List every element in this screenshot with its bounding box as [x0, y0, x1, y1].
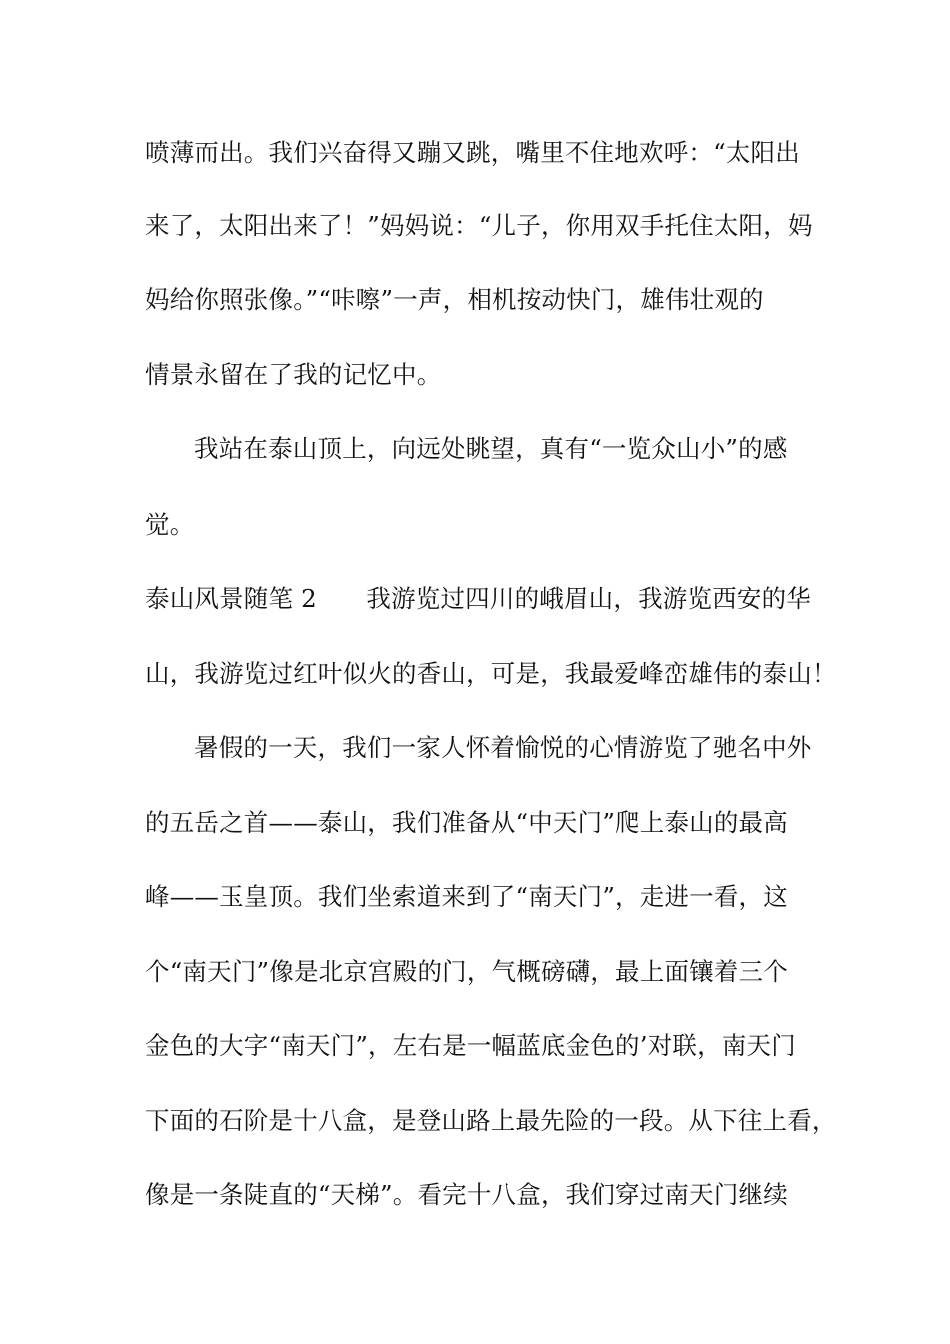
- text-line: 峰——玉皇顶。我们坐索道来到了“南天门”，走进一看，这: [145, 882, 788, 911]
- section-heading-line: 泰山风景随笔 2 我游览过四川的峨眉山，我游览西安的华: [145, 584, 811, 613]
- text-line: 像是一条陡直的“天梯”。看完十八盒，我们穿过南天门继续: [145, 1180, 788, 1209]
- text-line: 来了，太阳出来了！”妈妈说：“儿子，你用双手托住太阳，妈: [145, 211, 813, 240]
- paragraph-first-line: 我站在泰山顶上，向远处眺望，真有“一览众山小”的感: [194, 434, 788, 463]
- text-line: 的五岳之首——泰山，我们准备从“中天门”爬上泰山的最高: [145, 808, 788, 837]
- text-line: 妈给你照张像。”“咔嚓”一声，相机按动快门，雄伟壮观的: [145, 285, 764, 314]
- text-line: 金色的大字“南天门”，左右是一幅蓝底金色的’对联，南天门: [145, 1031, 796, 1060]
- text-line: 下面的石阶是十八盒，是登山路上最先险的一段。从下往上看，: [145, 1106, 837, 1135]
- text-line: 山，我游览过红叶似火的香山，可是，我最爱峰峦雄伟的泰山！: [145, 659, 837, 688]
- text-line: 情景永留在了我的记忆中。: [145, 360, 442, 389]
- text-line: 个“南天门”像是北京宫殿的门，气概磅礴，最上面镶着三个: [145, 957, 788, 986]
- paragraph-first-line: 暑假的一天，我们一家人怀着愉悦的心情游览了驰名中外: [194, 733, 812, 762]
- text-line: 觉。: [145, 510, 195, 539]
- text-line: 喷薄而出。我们兴奋得又蹦又跳，嘴里不住地欢呼：“太阳出: [145, 138, 800, 167]
